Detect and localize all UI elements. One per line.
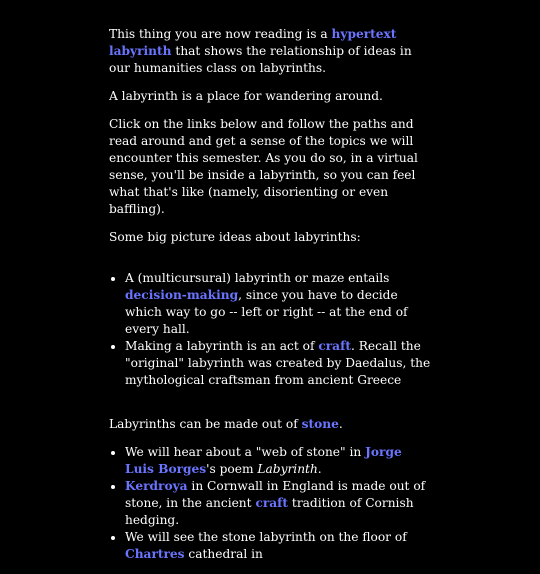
- list-item: [125, 444, 434, 478]
- list-item-text-end: . Recall the "original" labyrinth was created by Daedalus, the mythological craftsman from ancient Greece: [125, 339, 431, 387]
- page-content: [109, 26, 434, 574]
- stone-link[interactable]: stone: [301, 417, 339, 431]
- list-item: [125, 338, 434, 389]
- list-item-text-end: .: [317, 462, 322, 476]
- chartres-link[interactable]: Chartres: [125, 547, 185, 561]
- list-item: [125, 270, 434, 338]
- craft-link-2[interactable]: craft: [255, 496, 289, 510]
- list-item-text-mid: 's poem: [206, 462, 258, 476]
- instructions-paragraph: Click on the links below and follow the paths and read around and get a sense of the topics we will encounter this semester. As you do so, in a virtual sense, you'll be inside a labyrinth, so you can feel what that's like (namely, disorienting or even baffling).: [109, 117, 418, 216]
- list-item: [125, 478, 434, 529]
- intro-paragraph: [109, 26, 434, 77]
- kerdroya-link[interactable]: Kerdroya: [125, 479, 188, 493]
- list-item-text: We will see the stone labyrinth on the floor of: [125, 530, 407, 544]
- list-item-text: A (multicursural) labyrinth or maze entails: [125, 271, 390, 285]
- stone-text-end: .: [338, 417, 343, 431]
- stone-list: [109, 444, 434, 563]
- big-ideas-list: [109, 270, 434, 389]
- decision-making-link[interactable]: decision-making: [125, 288, 239, 302]
- list-item-text: Making a labyrinth is an act of: [125, 339, 319, 353]
- intro-text-end: that shows the relationship of ideas in our humanities class on labyrinths.: [109, 44, 412, 75]
- list-item-text-end: cathedral in: [184, 547, 263, 561]
- list-item-text-end: , since you have to decide which way to go -- left or right -- at the end of every hall.: [125, 288, 408, 336]
- stone-text: Labyrinths can be made out of: [109, 417, 302, 431]
- big-picture-heading: Some big picture ideas about labyrinths:: [109, 230, 361, 244]
- craft-link[interactable]: craft: [318, 339, 351, 353]
- spacer: [109, 257, 434, 270]
- list-item-text: We will hear about a "web of stone" in: [125, 445, 366, 459]
- spacer: [109, 400, 434, 416]
- list-item-text-end: tradition of Cornish hedging.: [125, 496, 414, 527]
- jorge-luis-borges-link[interactable]: Jorge Luis Borges: [125, 445, 402, 476]
- intro-text: This thing you are now reading is a: [109, 27, 332, 41]
- list-item: [125, 529, 434, 563]
- hypertext-labyrinth-link[interactable]: hypertext labyrinth: [109, 27, 397, 58]
- stone-paragraph: [109, 416, 434, 433]
- list-item-text-mid: in Cornwall in England is made out of stone, in the ancient: [125, 479, 426, 510]
- poem-title: Labyrinth: [257, 462, 318, 476]
- wandering-paragraph: A labyrinth is a place for wandering around.: [109, 89, 383, 103]
